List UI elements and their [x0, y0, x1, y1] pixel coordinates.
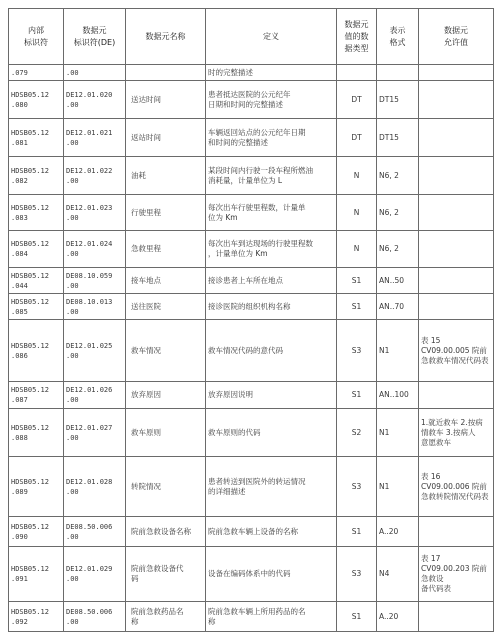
cell-element-id: [64, 81, 126, 119]
header-internal-id: 内部 标识符: [9, 9, 64, 65]
cell-element-id: [64, 65, 126, 81]
table-row: [9, 517, 494, 547]
cell-allowed-values: [419, 320, 494, 382]
cell-element-name-text: 救车情况: [131, 345, 161, 355]
cell-element-id: [64, 457, 126, 517]
cell-allowed-values: [419, 231, 494, 268]
header-element-name: 数据元名称: [126, 9, 206, 65]
cell-element-name-text: 行驶里程: [131, 207, 161, 217]
table-row: [9, 602, 494, 632]
cell-definition-text: 某段时间内行驶一段车程所燃油 消耗量，计量单位为 L: [208, 165, 313, 185]
cell-internal-id: [9, 457, 64, 517]
cell-definition-text: 放弃原因说明: [208, 390, 253, 399]
cell-value-type: [337, 65, 377, 81]
cell-value-type: [337, 294, 377, 320]
cell-element-name-text: 院前急救设备名称: [131, 526, 191, 536]
cell-allowed-values: [419, 294, 494, 320]
cell-value-type-text: N: [353, 244, 360, 253]
cell-element-name: [126, 195, 206, 231]
cell-value-type-text: DT: [351, 132, 362, 142]
cell-internal-id-text: HDSB05.12 .084: [11, 240, 49, 258]
cell-value-type-text: N: [353, 170, 360, 180]
cell-format-text: N4: [379, 569, 390, 578]
cell-allowed-values: [419, 409, 494, 457]
cell-element-id-text: .00: [66, 68, 79, 77]
cell-definition: [206, 409, 337, 457]
cell-format-text: AN..50: [379, 275, 405, 285]
cell-value-type-text: S3: [351, 345, 362, 355]
cell-format-text: AN..70: [379, 301, 405, 311]
cell-element-name-text: 返站时间: [131, 132, 161, 142]
cell-format-text: N6, 2: [379, 170, 399, 180]
cell-definition: [206, 517, 337, 547]
cell-format-text: N1: [379, 481, 390, 491]
cell-element-id: [64, 157, 126, 195]
cell-element-name: [126, 457, 206, 517]
cell-value-type-text: N: [353, 207, 360, 217]
cell-format: [377, 517, 419, 547]
cell-allowed-values: [419, 547, 494, 602]
cell-internal-id: [9, 65, 64, 81]
cell-definition: [206, 268, 337, 294]
table-row: [9, 294, 494, 320]
cell-value-type: [337, 157, 377, 195]
cell-element-id: [64, 547, 126, 602]
cell-element-name-text: 急救里程: [131, 244, 161, 253]
cell-element-id-text: DE08.10.059 .00: [66, 271, 113, 290]
cell-element-id: [64, 268, 126, 294]
cell-element-id-text: DE08.50.006 .00: [66, 607, 113, 626]
cell-format: [377, 268, 419, 294]
cell-allowed-values: [419, 602, 494, 632]
cell-internal-id: [9, 231, 64, 268]
cell-internal-id-text: HDSB05.12 .044: [11, 271, 49, 290]
cell-format-text: N6, 2: [379, 207, 399, 217]
cell-element-id: [64, 231, 126, 268]
cell-internal-id-text: HDSB05.12 .083: [11, 203, 49, 222]
cell-internal-id: [9, 320, 64, 382]
cell-format: [377, 195, 419, 231]
header-row: [9, 9, 494, 65]
cell-internal-id: [9, 294, 64, 320]
cell-element-name-text: 接车地点: [131, 275, 161, 285]
cell-definition: [206, 195, 337, 231]
cell-value-type-text: S1: [351, 275, 362, 285]
cell-element-id: [64, 294, 126, 320]
cell-element-id-text: DE12.01.024 .00: [66, 240, 113, 258]
cell-format: [377, 294, 419, 320]
cell-definition: [206, 602, 337, 632]
cell-definition-text: 院前急救车辆上所用药品的名 称: [208, 606, 306, 626]
cell-element-name-text: 放弃原因: [131, 390, 161, 399]
cell-format: [377, 119, 419, 157]
cell-internal-id-text: HDSB05.12 .092: [11, 607, 49, 626]
table-row: [9, 409, 494, 457]
cell-value-type: [337, 457, 377, 517]
cell-internal-id: [9, 81, 64, 119]
cell-allowed-values: [419, 382, 494, 409]
header-format: 表示 格式: [377, 9, 419, 65]
cell-element-id: [64, 119, 126, 157]
cell-format-text: A..20: [379, 611, 399, 621]
cell-allowed-values: [419, 268, 494, 294]
cell-definition-text: 患者抵达医院的公元纪年 日期和时间的完整描述: [208, 89, 291, 109]
cell-format-text: N1: [379, 345, 390, 355]
cell-format: [377, 547, 419, 602]
cell-format-text: N1: [379, 427, 390, 437]
cell-element-name-text: 送达时间: [131, 94, 161, 104]
table-row: [9, 81, 494, 119]
cell-definition-text: 设备在编码体系中的代码: [208, 569, 291, 578]
data-element-table: [8, 8, 494, 632]
cell-definition-text: 接诊患者上车所在地点: [208, 275, 283, 285]
cell-element-id-text: DE12.01.026 .00: [66, 386, 113, 404]
cell-element-id-text: DE08.50.006 .00: [66, 522, 113, 541]
cell-element-id-text: DE12.01.029 .00: [66, 565, 113, 583]
cell-element-id: [64, 320, 126, 382]
cell-definition: [206, 157, 337, 195]
table-row: [9, 119, 494, 157]
cell-internal-id-text: .079: [11, 68, 28, 77]
cell-element-name: [126, 517, 206, 547]
cell-internal-id: [9, 517, 64, 547]
cell-format: [377, 231, 419, 268]
cell-value-type-text: S3: [351, 569, 362, 578]
cell-definition-text: 时的完整描述: [208, 67, 253, 77]
cell-internal-id: [9, 268, 64, 294]
cell-value-type-text: S3: [351, 481, 362, 491]
cell-internal-id-text: HDSB05.12 .086: [11, 341, 49, 360]
cell-element-id-text: DE08.10.013 .00: [66, 297, 113, 316]
cell-element-name: [126, 547, 206, 602]
cell-format: [377, 320, 419, 382]
cell-element-name: [126, 602, 206, 632]
cell-definition-text: 接诊医院的组织机构名称: [208, 301, 291, 311]
cell-element-name-text: 救车原则: [131, 427, 161, 437]
header-definition: 定义: [206, 9, 337, 65]
cell-element-name: [126, 294, 206, 320]
cell-value-type: [337, 602, 377, 632]
cell-allowed-values-text: 表 15 CV09.00.005 院前 急救救车情况代码表: [421, 335, 489, 365]
table-row: [9, 195, 494, 231]
cell-internal-id-text: HDSB05.12 .085: [11, 297, 49, 316]
cell-format: [377, 81, 419, 119]
cell-format: [377, 157, 419, 195]
table-row: [9, 320, 494, 382]
cell-internal-id-text: HDSB05.12 .081: [11, 128, 49, 147]
cell-element-name: [126, 157, 206, 195]
cell-definition: [206, 81, 337, 119]
cell-element-id: [64, 382, 126, 409]
cell-internal-id-text: HDSB05.12 .089: [11, 477, 49, 496]
cell-value-type: [337, 231, 377, 268]
cell-element-name: [126, 268, 206, 294]
cell-definition-text: 患者转送到医院外的转运情况 的详细描述: [208, 476, 306, 496]
cell-definition: [206, 382, 337, 409]
cell-internal-id-text: HDSB05.12 .082: [11, 166, 49, 185]
cell-format: [377, 602, 419, 632]
cell-element-name-text: 油耗: [131, 170, 146, 180]
cell-value-type-text: S1: [351, 526, 362, 536]
cell-element-name: [126, 81, 206, 119]
cell-value-type: [337, 81, 377, 119]
cell-internal-id-text: HDSB05.12 .080: [11, 90, 49, 109]
cell-value-type: [337, 517, 377, 547]
cell-format-text: DT15: [379, 94, 399, 104]
cell-element-name-text: 送往医院: [131, 301, 161, 311]
cell-internal-id: [9, 157, 64, 195]
cell-internal-id-text: HDSB05.12 .091: [11, 565, 49, 583]
cell-internal-id: [9, 119, 64, 157]
cell-internal-id: [9, 602, 64, 632]
cell-allowed-values-text: 表 17 CV09.00.203 院前急救设 备代码表: [421, 554, 487, 593]
cell-value-type: [337, 409, 377, 457]
cell-definition-text: 每次出车到达现场的行驶里程数 ，计量单位为 Km: [208, 239, 313, 258]
cell-format: [377, 65, 419, 81]
cell-element-name: [126, 65, 206, 81]
table-row: [9, 65, 494, 81]
table-row: [9, 457, 494, 517]
cell-element-id: [64, 195, 126, 231]
cell-element-id-text: DE12.01.028 .00: [66, 477, 113, 496]
cell-element-name-text: 转院情况: [131, 481, 161, 491]
cell-element-id-text: DE12.01.020 .00: [66, 90, 113, 109]
cell-value-type-text: S1: [351, 301, 362, 311]
cell-internal-id: [9, 409, 64, 457]
cell-definition-text: 救车原则的代码: [208, 427, 261, 437]
cell-format: [377, 382, 419, 409]
cell-allowed-values: [419, 119, 494, 157]
cell-internal-id: [9, 195, 64, 231]
cell-element-id-text: DE12.01.025 .00: [66, 341, 113, 360]
cell-allowed-values-text: 1.就近救车 2.按病 情救车 3.按病人 意愿救车: [421, 417, 483, 447]
cell-allowed-values: [419, 65, 494, 81]
cell-definition: [206, 547, 337, 602]
cell-definition-text: 院前急救车辆上设备的名称: [208, 526, 298, 536]
cell-element-id-text: DE12.01.022 .00: [66, 166, 113, 185]
cell-definition: [206, 231, 337, 268]
cell-definition: [206, 294, 337, 320]
cell-internal-id: [9, 547, 64, 602]
cell-value-type: [337, 268, 377, 294]
cell-internal-id-text: HDSB05.12 .090: [11, 522, 49, 541]
cell-definition: [206, 320, 337, 382]
cell-format-text: N6, 2: [379, 244, 399, 253]
header-element-id: 数据元 标识符(DE): [64, 9, 126, 65]
cell-definition: [206, 457, 337, 517]
cell-element-name: [126, 409, 206, 457]
cell-format-text: DT15: [379, 132, 399, 142]
cell-element-name-text: 院前急救药品名 称: [131, 606, 184, 626]
cell-element-name-text: 院前急救设备代 码: [131, 564, 184, 583]
table-row: [9, 547, 494, 602]
cell-allowed-values: [419, 157, 494, 195]
cell-element-id-text: DE12.01.027 .00: [66, 423, 113, 442]
cell-internal-id-text: HDSB05.12 .088: [11, 423, 49, 442]
cell-definition-text: 车辆返回站点的公元纪年日期 和时间的完整描述: [208, 127, 306, 147]
cell-value-type: [337, 119, 377, 157]
cell-allowed-values-text: 表 16 CV09.00.006 院前 急救转院情况代码表: [421, 471, 489, 501]
cell-element-id: [64, 517, 126, 547]
cell-definition: [206, 65, 337, 81]
header-value-type: 数据元 值的数 据类型: [337, 9, 377, 65]
cell-element-name: [126, 119, 206, 157]
cell-element-name: [126, 320, 206, 382]
cell-value-type-text: S1: [351, 390, 362, 399]
cell-element-id-text: DE12.01.023 .00: [66, 203, 113, 222]
cell-element-id: [64, 409, 126, 457]
cell-value-type: [337, 547, 377, 602]
table-row: [9, 157, 494, 195]
cell-element-id: [64, 602, 126, 632]
table-row: [9, 382, 494, 409]
cell-value-type: [337, 382, 377, 409]
cell-element-name: [126, 382, 206, 409]
cell-allowed-values: [419, 81, 494, 119]
cell-allowed-values: [419, 457, 494, 517]
cell-value-type-text: S1: [351, 611, 362, 621]
cell-element-id-text: DE12.01.021 .00: [66, 128, 113, 147]
cell-value-type-text: DT: [351, 94, 362, 104]
cell-value-type-text: S2: [351, 427, 362, 437]
cell-allowed-values: [419, 517, 494, 547]
cell-element-name: [126, 231, 206, 268]
data-element-table-page: [8, 8, 493, 626]
cell-format-text: AN..100: [379, 390, 409, 399]
cell-definition-text: 每次出车行驶里程数，计量单 位为 Km: [208, 202, 306, 222]
header-allowed-values: 数据元 允许值: [419, 9, 494, 65]
cell-definition-text: 救车情况代码的意代码: [208, 345, 283, 355]
table-row: [9, 231, 494, 268]
table-row: [9, 268, 494, 294]
cell-internal-id-text: HDSB05.12 .087: [11, 386, 49, 404]
cell-value-type: [337, 320, 377, 382]
cell-format-text: A..20: [379, 526, 399, 536]
cell-format: [377, 409, 419, 457]
cell-format: [377, 457, 419, 517]
cell-internal-id: [9, 382, 64, 409]
cell-definition: [206, 119, 337, 157]
cell-value-type: [337, 195, 377, 231]
cell-allowed-values: [419, 195, 494, 231]
